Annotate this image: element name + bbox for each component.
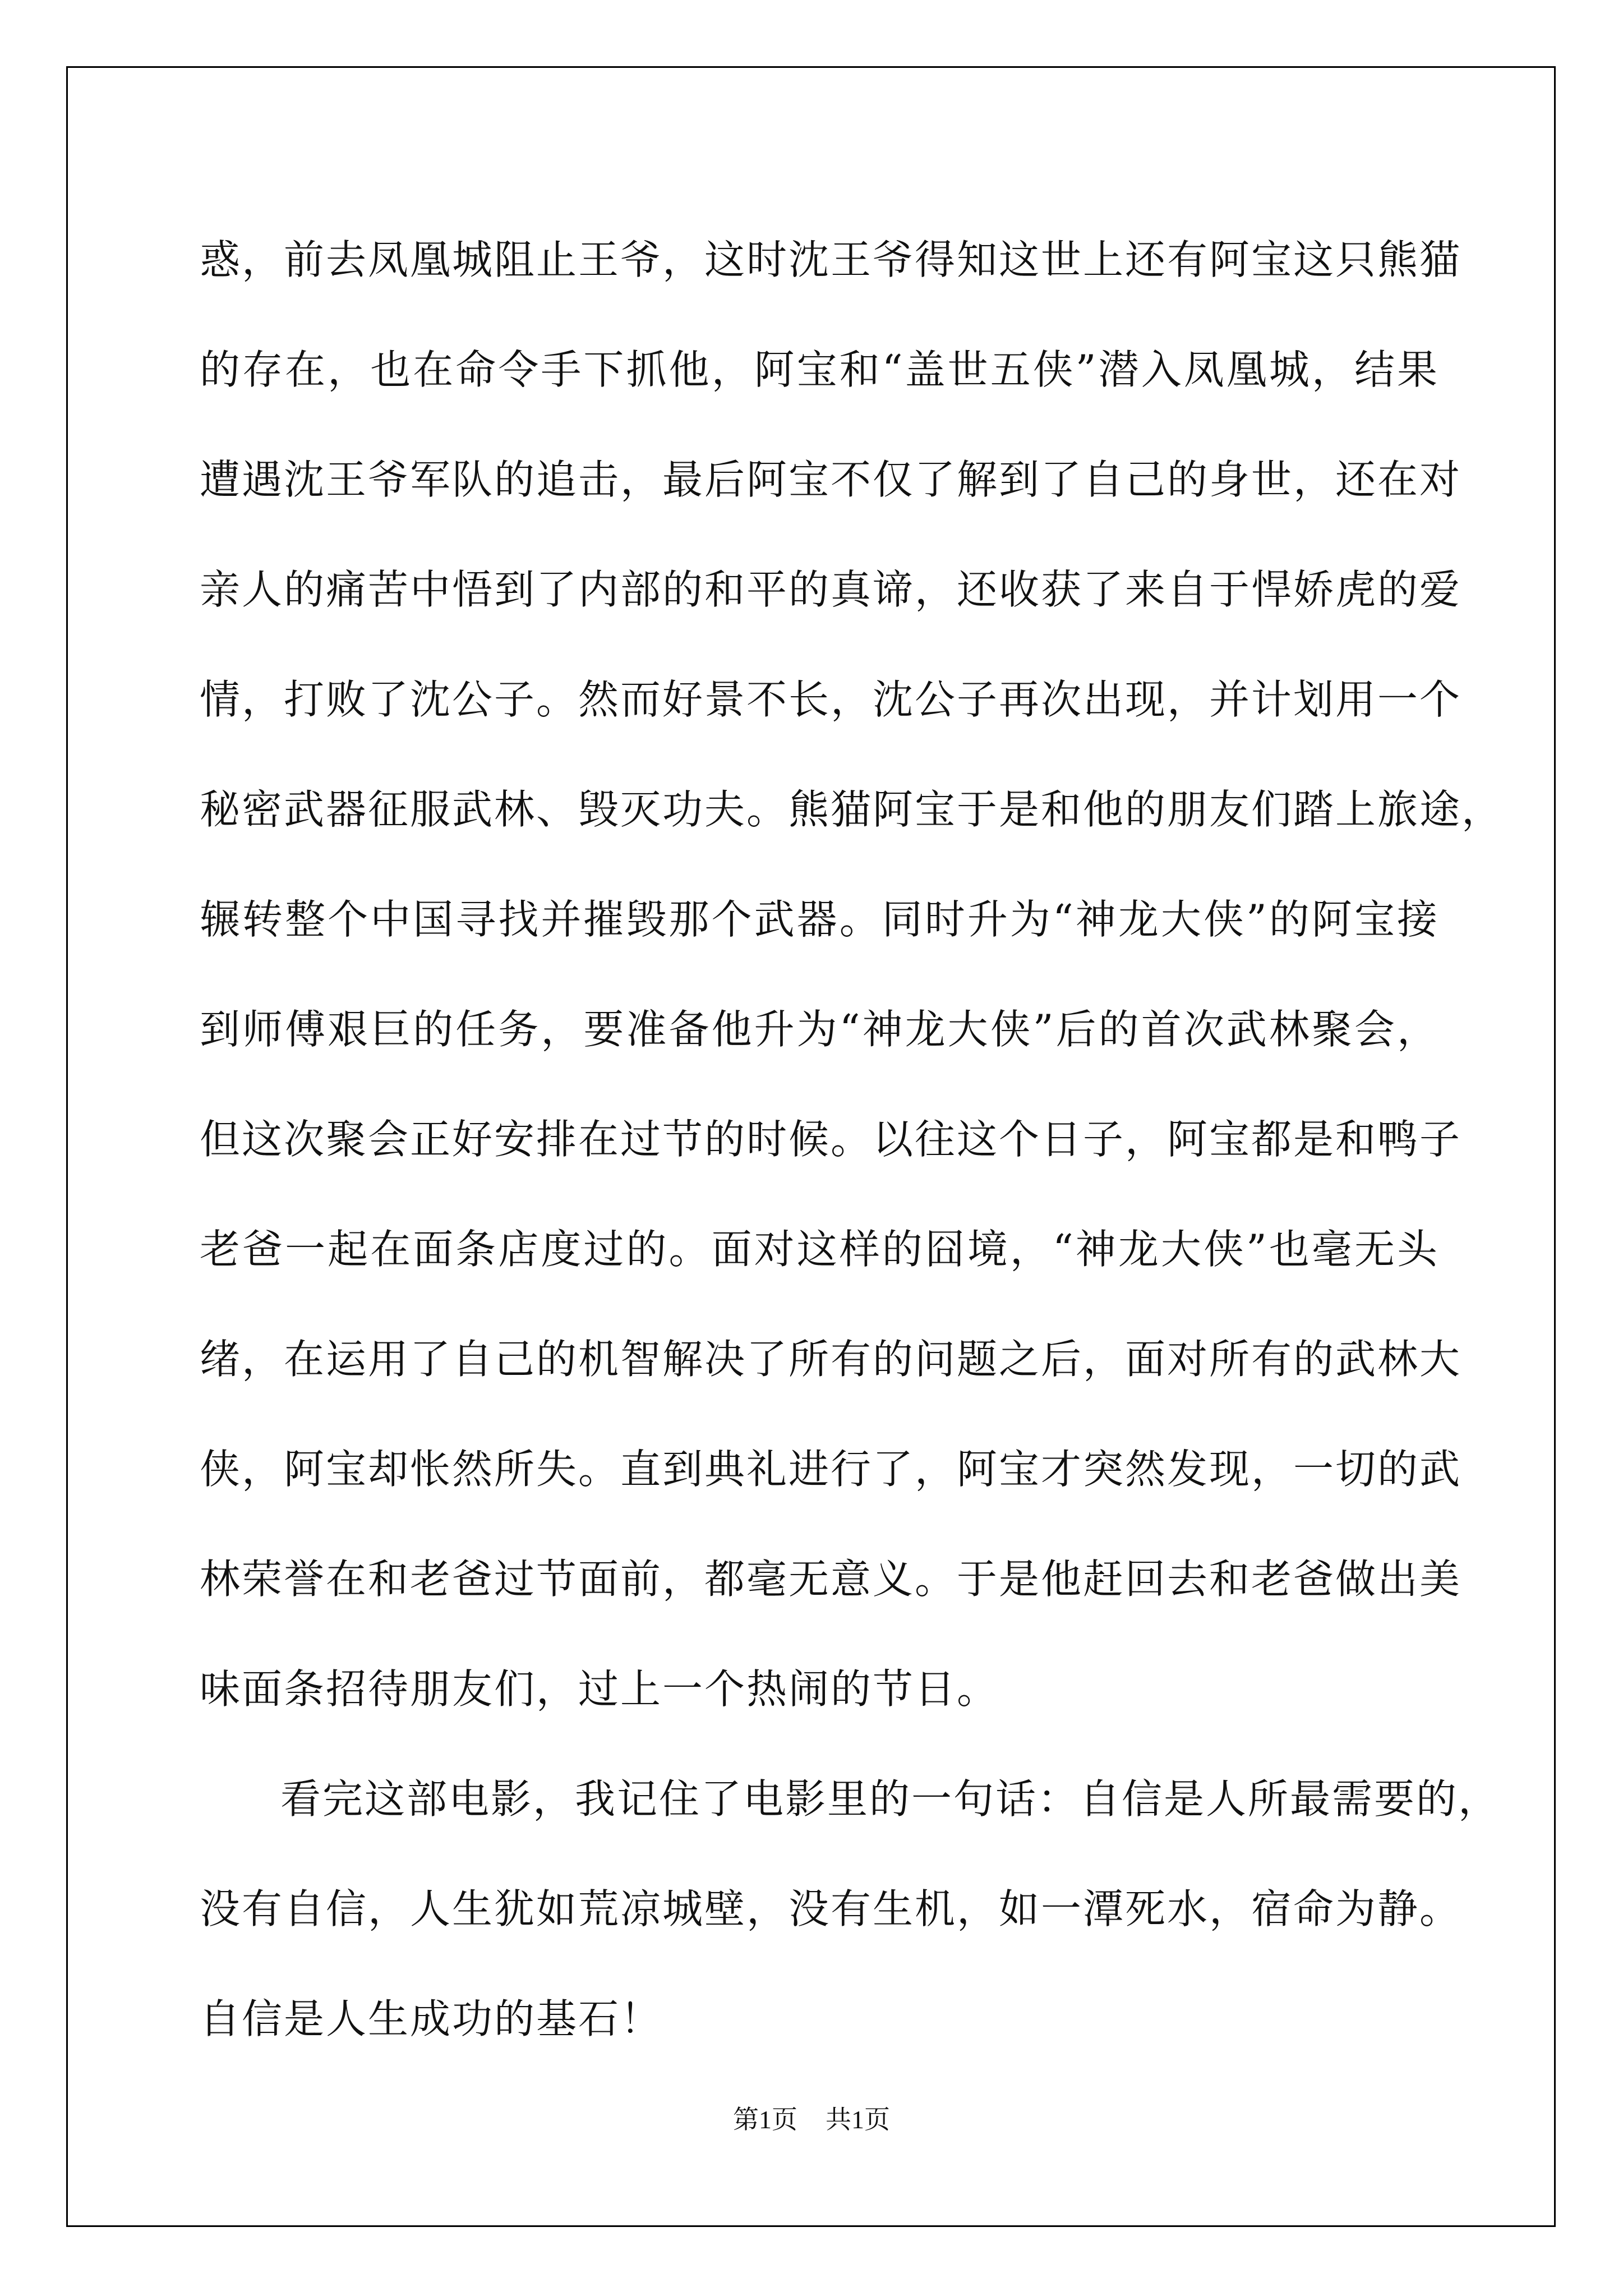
text-line: 看完这部电影，我记住了电影里的一句话：自信是人所最需要的，	[280, 1775, 1501, 1823]
text-line: 自信是人生成功的基石！	[200, 1995, 663, 2042]
page-total: 共1页	[826, 2105, 890, 2134]
text-line: 的存在，也在命令手下抓他，阿宝和“盖世五侠”潜入凤凰城，结果	[200, 346, 1439, 393]
text-line: 但这次聚会正好安排在过节的时候。以往这个日子，阿宝都是和鸭子	[200, 1116, 1462, 1163]
text-line: 绪，在运用了自己的机智解决了所有的问题之后，面对所有的武林大	[200, 1336, 1462, 1383]
text-line: 老爸一起在面条店度过的。面对这样的囧境，“神龙大侠”也毫无头	[200, 1226, 1439, 1273]
text-line: 林荣誉在和老爸过节面前，都毫无意义。于是他赶回去和老爸做出美	[200, 1556, 1462, 1603]
text-line: 亲人的痛苦中悟到了内部的和平的真谛，还收获了来自于悍娇虎的爱	[200, 566, 1462, 613]
text-line: 惑，前去凤凰城阻止王爷，这时沈王爷得知这世上还有阿宝这只熊猫	[200, 236, 1462, 283]
text-line: 辗转整个中国寻找并摧毁那个武器。同时升为“神龙大侠”的阿宝接	[200, 896, 1439, 943]
text-line: 没有自信，人生犹如荒凉城壁，没有生机，如一潭死水，宿命为静。	[200, 1885, 1462, 1932]
text-line: 遭遇沈王爷军队的追击，最后阿宝不仅了解到了自己的身世，还在对	[200, 456, 1462, 503]
text-line: 侠，阿宝却怅然所失。直到典礼进行了，阿宝才突然发现，一切的武	[200, 1446, 1462, 1493]
text-line: 到师傅艰巨的任务，要准备他升为“神龙大侠”后的首次武林聚会，	[200, 1006, 1439, 1053]
text-line: 情，打败了沈公子。然而好景不长，沈公子再次出现，并计划用一个	[200, 676, 1462, 723]
paragraph-2	[200, 1744, 1501, 2074]
page-footer	[0, 2099, 1623, 2136]
page-number: 第1页	[733, 2105, 797, 2134]
text-line: 秘密武器征服武林、毁灭功夫。熊猫阿宝于是和他的朋友们踏上旅途，	[200, 786, 1504, 833]
paragraph-1	[200, 205, 1504, 1744]
text-line: 味面条招待朋友们，过上一个热闹的节日。	[200, 1665, 999, 1713]
document-body	[200, 205, 1504, 2074]
